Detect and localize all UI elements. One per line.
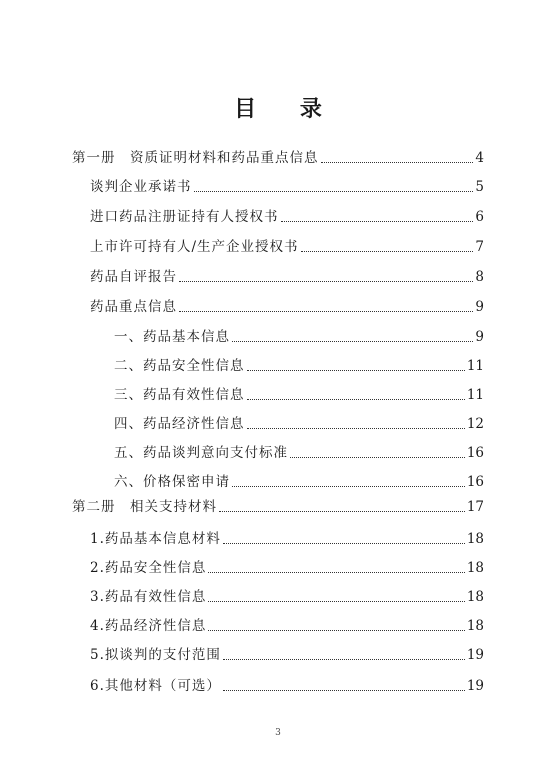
toc-entry[interactable] <box>114 472 484 492</box>
toc-entry-label: 上市许可持有人/生产企业授权书 <box>90 239 299 255</box>
toc-leader-dots <box>223 690 465 691</box>
toc-entry-label: 四、药品经济性信息 <box>114 416 245 432</box>
toc-entry[interactable] <box>114 414 484 434</box>
toc-entry-label: 药品重点信息 <box>90 299 177 315</box>
toc-leader-dots <box>247 370 465 371</box>
toc-entry-label: 二、药品安全性信息 <box>114 358 245 374</box>
toc-entry[interactable] <box>90 645 484 665</box>
toc-entry[interactable] <box>114 327 484 347</box>
toc-leader-dots <box>281 221 474 222</box>
toc-entry-label: 三、药品有效性信息 <box>114 387 245 403</box>
toc-leader-dots <box>247 428 465 429</box>
toc-entry-page: 4 <box>475 150 484 166</box>
toc-leader-dots <box>194 191 474 192</box>
toc-entry-page: 11 <box>466 358 484 374</box>
toc-entry-label: 1.药品基本信息材料 <box>90 531 221 547</box>
toc-entry-label: 2.药品安全性信息 <box>90 560 207 576</box>
toc-entry-page: 9 <box>475 299 484 315</box>
toc-entry-page: 11 <box>466 387 484 403</box>
toc-entry[interactable] <box>114 356 484 376</box>
toc-entry-label: 一、药品基本信息 <box>114 329 230 345</box>
toc-title: 目 录 <box>234 97 340 122</box>
toc-entry-label: 第二册 相关支持材料 <box>72 499 217 515</box>
toc-entry-page: 16 <box>466 445 484 461</box>
toc-leader-dots <box>179 311 473 312</box>
toc-leader-dots <box>247 399 465 400</box>
toc-entry[interactable] <box>90 676 484 696</box>
toc-entry[interactable] <box>72 148 484 168</box>
toc-entry[interactable] <box>90 297 484 317</box>
toc-entry-page: 19 <box>466 647 484 663</box>
toc-entry-page: 16 <box>466 474 484 490</box>
toc-entry-page: 18 <box>466 560 484 576</box>
toc-entry-page: 18 <box>466 531 484 547</box>
toc-leader-dots <box>208 630 464 631</box>
toc-leader-dots <box>223 659 465 660</box>
toc-entry-page: 12 <box>466 416 484 432</box>
toc-leader-dots <box>223 543 465 544</box>
toc-leader-dots <box>219 511 465 512</box>
toc-leader-dots <box>301 251 474 252</box>
toc-entry-label: 谈判企业承诺书 <box>90 179 192 195</box>
toc-entry-page: 6 <box>475 209 484 225</box>
toc-entry[interactable] <box>90 207 484 227</box>
toc-entry-label: 第一册 资质证明材料和药品重点信息 <box>72 150 319 166</box>
toc-entry-page: 8 <box>475 269 484 285</box>
toc-entry-label: 五、药品谈判意向支付标准 <box>114 445 288 461</box>
page-number: 3 <box>275 728 281 738</box>
toc-entry-label: 4.药品经济性信息 <box>90 618 207 634</box>
toc-entry-label: 5.拟谈判的支付范围 <box>90 647 221 663</box>
toc-leader-dots <box>179 281 473 282</box>
toc-entry[interactable] <box>90 267 484 287</box>
toc-entry-page: 9 <box>475 329 484 345</box>
toc-entry-label: 六、价格保密申请 <box>114 474 230 490</box>
toc-entry-page: 18 <box>466 618 484 634</box>
toc-entry-label: 药品自评报告 <box>90 269 177 285</box>
toc-entry[interactable] <box>114 385 484 405</box>
toc-entry-page: 5 <box>475 179 484 195</box>
toc-leader-dots <box>208 572 464 573</box>
toc-entry[interactable] <box>90 529 484 549</box>
toc-entry-page: 18 <box>466 589 484 605</box>
toc-leader-dots <box>321 162 474 163</box>
toc-entry-page: 7 <box>475 239 484 255</box>
toc-leader-dots <box>232 486 465 487</box>
toc-entry[interactable] <box>90 587 484 607</box>
toc-entry-label: 3.药品有效性信息 <box>90 589 207 605</box>
toc-entry[interactable] <box>72 497 484 517</box>
toc-leader-dots <box>208 601 464 602</box>
toc-entry-label: 6.其他材料（可选） <box>90 678 221 694</box>
toc-entry[interactable] <box>90 616 484 636</box>
toc-entry-page: 17 <box>466 499 484 515</box>
toc-entry-page: 19 <box>466 678 484 694</box>
toc-entry[interactable] <box>90 237 484 257</box>
toc-leader-dots <box>232 341 473 342</box>
toc-entry-label: 进口药品注册证持有人授权书 <box>90 209 279 225</box>
toc-entry[interactable] <box>114 443 484 463</box>
toc-entry[interactable] <box>90 177 484 197</box>
toc-leader-dots <box>290 457 465 458</box>
toc-entry[interactable] <box>90 558 484 578</box>
